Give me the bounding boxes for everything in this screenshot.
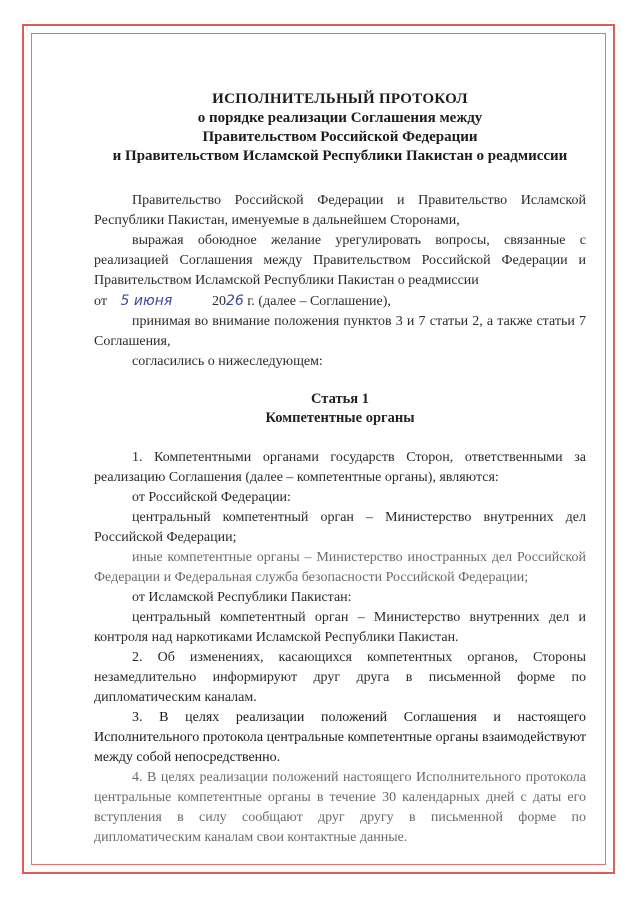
rf-other-authorities: иные компетентные органы – Министерство иностранных дел Российской Федерации и Федеральная служба безопасности Российской Федерации; xyxy=(94,550,586,585)
preamble-paragraph-3: принимая во внимание положения пунктов 3 и 7 статьи 2, а также статьи 7 Соглашения, xyxy=(94,314,586,349)
title-line-4: и Правительством Исламской Республики Пакистан о реадмиссии xyxy=(112,148,568,164)
title-line-3: Правительством Российской Федерации xyxy=(202,129,478,145)
title-line-1: ИСПОЛНИТЕЛЬНЫЙ ПРОТОКОЛ xyxy=(212,91,468,107)
article-number: Статья 1 xyxy=(311,391,369,407)
article-item-1: 1. Компетентными органами государств Сторон, ответственными за реализацию Соглашения (далее – компетентные органы), являются: xyxy=(94,450,586,485)
year-printed: 20 xyxy=(211,294,226,309)
article-heading: Компетентные органы xyxy=(265,410,415,426)
preamble-paragraph-2: выражая обоюдное желание урегулировать вопросы, связанные с реализацией Соглашения между Правительством Российской Федерации и Правительством Исламской Республики Пакистан о реадмиссии xyxy=(94,233,586,288)
handwritten-date: 5 июня xyxy=(120,293,173,309)
preamble-paragraph-1: Правительство Российской Федерации и Правительство Исламской Республики Пакистан, именуемые в дальнейшем Сторонами, xyxy=(94,193,586,228)
from-pakistan: от Исламской Республики Пакистан: xyxy=(132,590,352,605)
article-item-3: 3. В целях реализации положений Соглашения и настоящего Исполнительного протокола центральные компетентные органы взаимодействуют между собой непосредственно. xyxy=(94,710,586,765)
rf-central-authority: центральный компетентный орган – Министерство внутренних дел Российской Федерации; xyxy=(94,510,586,545)
preamble-date-line xyxy=(94,291,586,312)
document-title xyxy=(94,90,586,166)
handwritten-year: 26 xyxy=(225,293,244,309)
article-item-4: 4. В целях реализации положений настоящего Исполнительного протокола центральные компетентные органы в течение 30 календарных дней с даты его вступления в силу сообщают друг другу в письменной форме по дипломатическим каналам свои контактные данные. xyxy=(94,770,586,845)
title-line-2: о порядке реализации Соглашения между xyxy=(197,110,483,126)
date-prefix: от xyxy=(94,294,107,309)
document-body xyxy=(94,90,586,848)
pk-central-authority: центральный компетентный орган – Министерство внутренних дел и контроля над наркотиками Исламской Республики Пакистан. xyxy=(94,610,586,645)
date-suffix: г. (далее – Соглашение), xyxy=(247,294,391,309)
preamble-paragraph-4: согласились о нижеследующем: xyxy=(132,354,323,369)
article-item-2: 2. Об изменениях, касающихся компетентных органов, Стороны незамедлительно информируют друг друга в письменной форме по дипломатическим каналам. xyxy=(94,650,586,705)
from-russian-federation: от Российской Федерации: xyxy=(132,490,291,505)
